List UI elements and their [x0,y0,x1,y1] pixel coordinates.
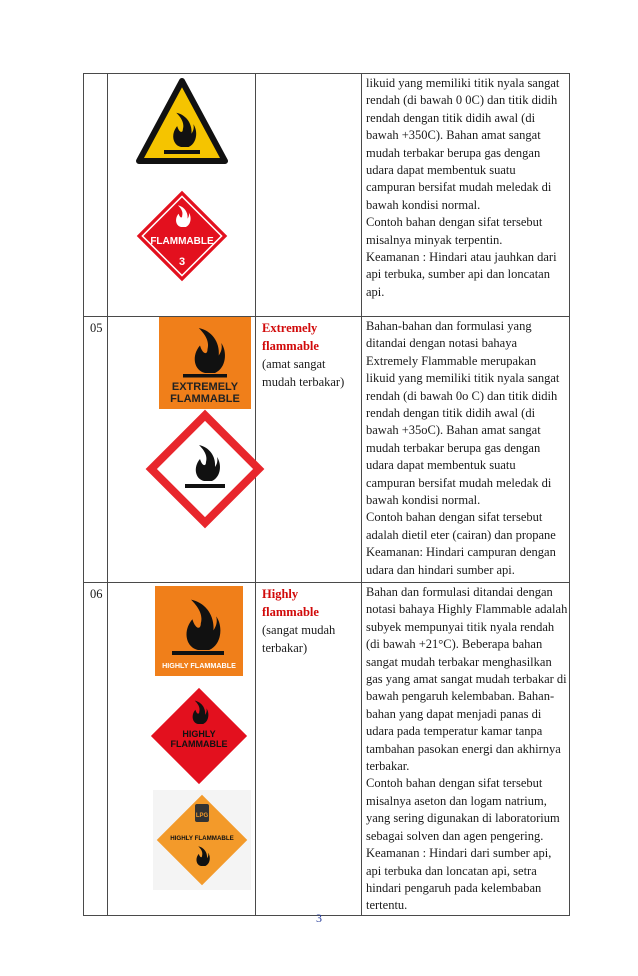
desc-line: mudah terbakar berupa gas dengan [366,145,541,160]
desc-line: Contoh bahan dengan sifat tersebut [366,510,543,525]
hazard-name: flammable [262,605,319,619]
desc-line: misalnya aseton dan logam natrium, [366,793,547,808]
desc-line: Extremely Flammable merupakan [366,353,537,368]
desc-line: Bahan-bahan dan formulasi yang [366,319,532,333]
desc-line: bawah +350C). Bahan amat sangat [366,128,541,143]
name-cell [256,317,362,583]
row-number: 06 [84,583,108,916]
lpg-label: LPG [195,813,209,819]
desc-line: udara dapat membentuk suatu [366,163,516,178]
desc-line: rendah dengan titik didih awal (di [366,406,536,421]
highly-label: HIGHLY FLAMMABLE [162,661,236,670]
highly-flammable-diamond-icon [145,683,253,788]
hazard-translation: mudah terbakar) [262,375,345,389]
row-number [84,74,108,317]
desc-line: sangat mudah terbakar menghasilkan [366,654,552,669]
hazard-translation: (amat sangat [262,357,326,371]
symbol-cell [108,583,256,916]
highly-flammable-icon [145,584,253,680]
desc-line: Contoh bahan dengan sifat tersebut [366,776,543,791]
flammable-label: FLAMMABLE [150,236,214,247]
desc-line: terbakar. [366,759,410,774]
extremely-label-line1: EXTREMELY [171,381,239,393]
desc-line: (di bawah +21°C). Beberapa bahan [366,637,543,652]
desc-line: campuran bersifat mudah meledak di [366,475,552,490]
desc-line: likuid yang memiliki titik nyala sangat [366,371,560,386]
desc-line: hindari pengaruh pada kelembaban [366,880,542,895]
desc-line: Keamanan : Hindari dari sumber api, [366,846,552,861]
desc-line: rendah (di bawah 0o C) dan titik didih [366,388,558,403]
row-number: 05 [84,317,108,583]
lpg-highly-label: HIGHLY FLAMMABLE [170,835,234,842]
desc-line: campuran bersifat mudah meledak di [366,180,552,195]
desc-line: api terbuka dan loncatan api, setra [366,863,537,878]
hazard-name: Highly [262,587,299,601]
desc-line: bawah kondisi normal. [366,493,481,508]
desc-line: tambahan pasokan energi dan akhirnya [366,741,561,756]
lpg-highly-flammable-icon [153,790,251,890]
desc-line: bawah +35oC). Bahan amat sangat [366,423,541,438]
desc-line: rendah dengan titik didih awal (di [366,110,536,125]
desc-line: notasi bahaya Highly Flammable adalah [366,602,568,617]
desc-line: gas yang amat sangat mudah terbakar di [366,672,567,687]
desc-line: api terbuka, sumber api dan loncatan [366,267,550,282]
desc-line: Keamanan : Hindari atau jauhkan dari [366,250,557,265]
desc-line: rendah (di bawah 0 0C) dan titik didih [366,93,558,108]
desc-line: sebagai solven dan agen pengering. [366,828,544,843]
desc-line: adalah dietil eter (cairan) dan propane [366,527,556,542]
desc-line: udara dapat membentuk suatu [366,458,516,473]
desc-line: Bahan dan formulasi ditandai dengan [366,585,553,599]
hazard-translation: terbakar) [262,641,308,655]
desc-line: bahan yang dapat menjadi panas di [366,706,542,721]
ghs-flame-diamond-icon [145,409,265,529]
flammable-triangle-icon [135,77,229,165]
desc-line: udara pada temperatur kamar tanpa [366,724,543,739]
hazard-table [83,73,570,916]
class-number: 3 [178,256,186,268]
description-cell [362,583,570,916]
table-row [84,317,570,583]
description-cell [362,74,570,317]
page-number: 3 [316,911,322,925]
table-row [84,74,570,317]
description-cell [362,317,570,583]
name-cell [256,583,362,916]
desc-line: mudah terbakar berupa gas dengan [366,440,541,455]
desc-line: bawah kondisi normal. [366,197,481,212]
symbol-cell [108,74,256,317]
flammable-class3-diamond-icon [135,189,229,283]
desc-line: ditandai dengan notasi bahaya [366,336,517,351]
desc-line: likuid yang memiliki titik nyala sangat [366,76,560,90]
hazard-translation: (sangat mudah [262,623,336,637]
desc-line: api. [366,284,385,299]
symbol-cell [108,317,256,583]
desc-line: udara dan hindari sumber api. [366,562,515,577]
desc-line: Contoh bahan dengan sifat tersebut [366,215,543,230]
hazard-name: Extremely [262,321,318,335]
highly-label-line2: FLAMMABLE [170,739,228,749]
desc-line: yang sering digunakan di laboratorium [366,811,560,826]
desc-line: bawah pengaruh kelembaban. Bahan- [366,689,555,704]
desc-line: subyek mempunyai titik nyala rendah [366,619,555,634]
name-cell [256,74,362,317]
desc-line: Keamanan: Hindari campuran dengan [366,545,556,560]
hazard-name: flammable [262,339,319,353]
extremely-label-line2: FLAMMABLE [170,393,240,405]
desc-line: tertentu. [366,898,408,913]
extremely-flammable-icon [159,317,251,409]
desc-line: misalnya minyak terpentin. [366,232,503,247]
table-row [84,583,570,916]
highly-label-line1: HIGHLY [182,729,216,739]
